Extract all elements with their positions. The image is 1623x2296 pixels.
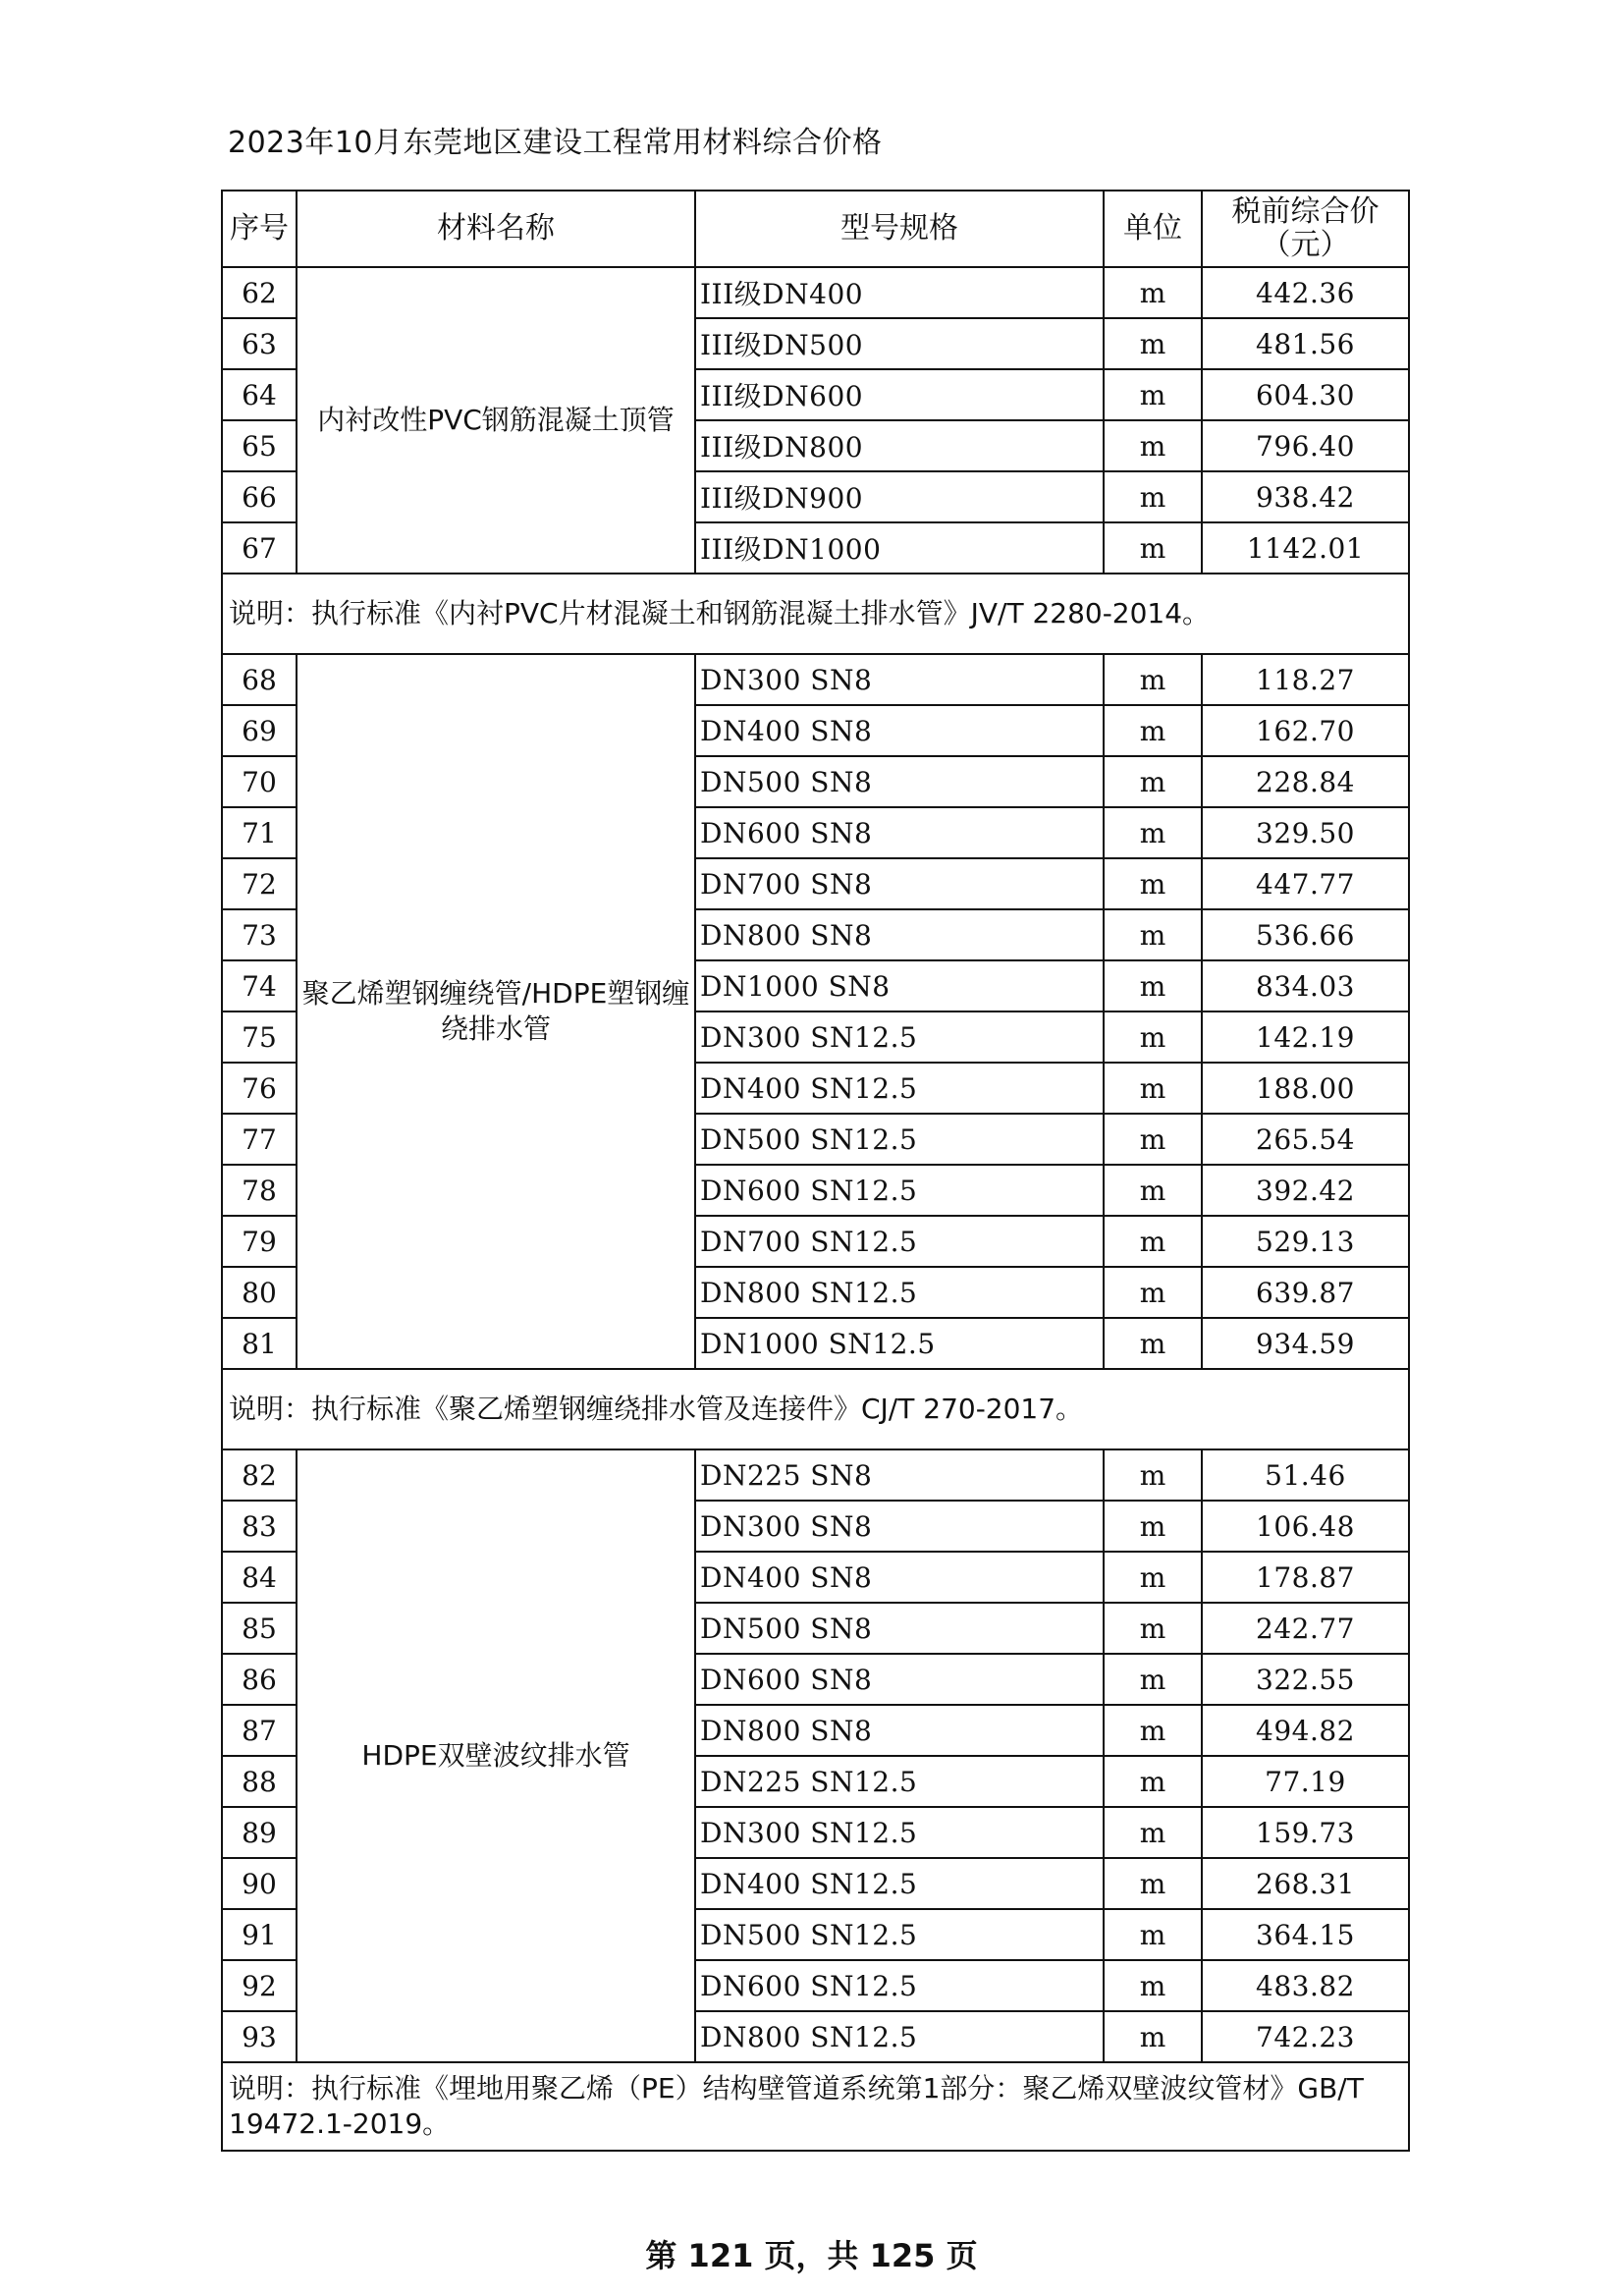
row-spec: DN1000 SN12.5 xyxy=(695,1318,1104,1369)
row-seq: 75 xyxy=(222,1011,297,1063)
row-spec: DN500 SN8 xyxy=(695,756,1104,807)
row-price: 442.36 xyxy=(1202,267,1409,318)
row-spec: DN500 SN12.5 xyxy=(695,1114,1104,1165)
row-price: 447.77 xyxy=(1202,858,1409,909)
row-unit: m xyxy=(1104,1909,1202,1960)
note-text: 说明：执行标准《内衬PVC片材混凝土和钢筋混凝土排水管》JV/T 2280-2014。 xyxy=(222,574,1409,654)
row-seq: 86 xyxy=(222,1654,297,1705)
header-price-line2: （元） xyxy=(1261,228,1350,262)
row-price: 268.31 xyxy=(1202,1858,1409,1909)
row-unit: m xyxy=(1104,267,1202,318)
row-seq: 84 xyxy=(222,1552,297,1603)
row-price: 529.13 xyxy=(1202,1216,1409,1267)
row-seq: 91 xyxy=(222,1909,297,1960)
row-unit: m xyxy=(1104,1807,1202,1858)
document-title: 2023年10月东莞地区建设工程常用材料综合价格 xyxy=(228,126,883,160)
row-seq: 77 xyxy=(222,1114,297,1165)
row-seq: 89 xyxy=(222,1807,297,1858)
row-price: 228.84 xyxy=(1202,756,1409,807)
row-spec: DN700 SN8 xyxy=(695,858,1104,909)
row-seq: 64 xyxy=(222,369,297,420)
row-unit: m xyxy=(1104,1756,1202,1807)
row-seq: 63 xyxy=(222,318,297,369)
page-footer: 第 121 页，共 125 页 xyxy=(645,2237,978,2274)
row-price: 938.42 xyxy=(1202,471,1409,522)
row-seq: 62 xyxy=(222,267,297,318)
row-spec: III级DN600 xyxy=(695,369,1104,420)
row-seq: 83 xyxy=(222,1501,297,1552)
row-unit: m xyxy=(1104,369,1202,420)
row-price: 536.66 xyxy=(1202,909,1409,960)
row-price: 364.15 xyxy=(1202,1909,1409,1960)
row-seq: 70 xyxy=(222,756,297,807)
row-unit: m xyxy=(1104,1705,1202,1756)
row-seq: 79 xyxy=(222,1216,297,1267)
row-unit: m xyxy=(1104,1165,1202,1216)
material-name: 内衬改性PVC钢筋混凝土顶管 xyxy=(297,267,695,574)
row-spec: III级DN800 xyxy=(695,420,1104,471)
row-unit: m xyxy=(1104,705,1202,756)
row-price: 242.77 xyxy=(1202,1603,1409,1654)
row-price: 159.73 xyxy=(1202,1807,1409,1858)
table-row xyxy=(222,267,1409,318)
row-price: 118.27 xyxy=(1202,654,1409,705)
row-spec: DN800 SN8 xyxy=(695,1705,1104,1756)
row-seq: 71 xyxy=(222,807,297,858)
price-table xyxy=(221,190,1410,2152)
row-price: 639.87 xyxy=(1202,1267,1409,1318)
row-price: 178.87 xyxy=(1202,1552,1409,1603)
row-unit: m xyxy=(1104,1216,1202,1267)
row-seq: 78 xyxy=(222,1165,297,1216)
row-unit: m xyxy=(1104,654,1202,705)
row-price: 265.54 xyxy=(1202,1114,1409,1165)
row-unit: m xyxy=(1104,1267,1202,1318)
row-price: 106.48 xyxy=(1202,1501,1409,1552)
header-spec: 型号规格 xyxy=(695,191,1104,267)
row-price: 742.23 xyxy=(1202,2011,1409,2062)
row-seq: 65 xyxy=(222,420,297,471)
table-header-row xyxy=(222,191,1409,267)
table-row xyxy=(222,1449,1409,1501)
material-name: HDPE双壁波纹排水管 xyxy=(297,1449,695,2062)
row-seq: 72 xyxy=(222,858,297,909)
row-seq: 87 xyxy=(222,1705,297,1756)
row-seq: 82 xyxy=(222,1449,297,1501)
row-unit: m xyxy=(1104,1063,1202,1114)
row-spec: DN300 SN8 xyxy=(695,654,1104,705)
row-spec: III级DN500 xyxy=(695,318,1104,369)
row-unit: m xyxy=(1104,807,1202,858)
header-unit: 单位 xyxy=(1104,191,1202,267)
note-text: 说明：执行标准《聚乙烯塑钢缠绕排水管及连接件》CJ/T 270-2017。 xyxy=(222,1369,1409,1449)
row-spec: DN300 SN12.5 xyxy=(695,1807,1104,1858)
row-spec: DN800 SN8 xyxy=(695,909,1104,960)
row-spec: DN700 SN12.5 xyxy=(695,1216,1104,1267)
row-spec: DN225 SN8 xyxy=(695,1449,1104,1501)
row-spec: DN300 SN12.5 xyxy=(695,1011,1104,1063)
row-unit: m xyxy=(1104,1114,1202,1165)
row-seq: 80 xyxy=(222,1267,297,1318)
row-seq: 69 xyxy=(222,705,297,756)
row-spec: III级DN400 xyxy=(695,267,1104,318)
row-seq: 66 xyxy=(222,471,297,522)
row-price: 483.82 xyxy=(1202,1960,1409,2011)
row-price: 51.46 xyxy=(1202,1449,1409,1501)
row-seq: 76 xyxy=(222,1063,297,1114)
row-price: 142.19 xyxy=(1202,1011,1409,1063)
row-spec: III级DN1000 xyxy=(695,522,1104,574)
row-unit: m xyxy=(1104,522,1202,574)
row-price: 162.70 xyxy=(1202,705,1409,756)
row-spec: DN600 SN8 xyxy=(695,807,1104,858)
row-price: 77.19 xyxy=(1202,1756,1409,1807)
row-unit: m xyxy=(1104,420,1202,471)
row-spec: DN400 SN12.5 xyxy=(695,1063,1104,1114)
header-name: 材料名称 xyxy=(297,191,695,267)
row-spec: III级DN900 xyxy=(695,471,1104,522)
row-seq: 67 xyxy=(222,522,297,574)
row-seq: 68 xyxy=(222,654,297,705)
row-unit: m xyxy=(1104,1501,1202,1552)
row-unit: m xyxy=(1104,1960,1202,2011)
row-spec: DN600 SN8 xyxy=(695,1654,1104,1705)
row-price: 796.40 xyxy=(1202,420,1409,471)
row-spec: DN500 SN8 xyxy=(695,1603,1104,1654)
row-spec: DN800 SN12.5 xyxy=(695,1267,1104,1318)
row-unit: m xyxy=(1104,1449,1202,1501)
row-seq: 73 xyxy=(222,909,297,960)
row-spec: DN225 SN12.5 xyxy=(695,1756,1104,1807)
note-row xyxy=(222,574,1409,654)
row-unit: m xyxy=(1104,1552,1202,1603)
row-spec: DN400 SN8 xyxy=(695,705,1104,756)
row-spec: DN400 SN8 xyxy=(695,1552,1104,1603)
row-price: 834.03 xyxy=(1202,960,1409,1011)
row-spec: DN400 SN12.5 xyxy=(695,1858,1104,1909)
row-unit: m xyxy=(1104,1654,1202,1705)
row-unit: m xyxy=(1104,2011,1202,2062)
row-unit: m xyxy=(1104,471,1202,522)
row-price: 1142.01 xyxy=(1202,522,1409,574)
row-price: 188.00 xyxy=(1202,1063,1409,1114)
note-row xyxy=(222,1369,1409,1449)
row-spec: DN600 SN12.5 xyxy=(695,1165,1104,1216)
row-seq: 92 xyxy=(222,1960,297,2011)
row-spec: DN300 SN8 xyxy=(695,1501,1104,1552)
note-text: 说明：执行标准《埋地用聚乙烯（PE）结构壁管道系统第1部分：聚乙烯双壁波纹管材》GB/T 19472.1-2019。 xyxy=(222,2062,1409,2151)
row-unit: m xyxy=(1104,318,1202,369)
row-unit: m xyxy=(1104,1011,1202,1063)
row-seq: 88 xyxy=(222,1756,297,1807)
header-price-line1: 税前综合价 xyxy=(1231,194,1380,229)
row-seq: 85 xyxy=(222,1603,297,1654)
row-unit: m xyxy=(1104,858,1202,909)
row-unit: m xyxy=(1104,1318,1202,1369)
row-spec: DN1000 SN8 xyxy=(695,960,1104,1011)
row-spec: DN600 SN12.5 xyxy=(695,1960,1104,2011)
row-unit: m xyxy=(1104,909,1202,960)
table-row xyxy=(222,654,1409,705)
row-price: 329.50 xyxy=(1202,807,1409,858)
header-price xyxy=(1202,191,1409,267)
row-price: 934.59 xyxy=(1202,1318,1409,1369)
header-seq: 序号 xyxy=(222,191,297,267)
row-unit: m xyxy=(1104,756,1202,807)
row-price: 494.82 xyxy=(1202,1705,1409,1756)
row-unit: m xyxy=(1104,1603,1202,1654)
row-unit: m xyxy=(1104,1858,1202,1909)
table-body xyxy=(222,267,1409,2151)
row-price: 392.42 xyxy=(1202,1165,1409,1216)
row-seq: 93 xyxy=(222,2011,297,2062)
note-row xyxy=(222,2062,1409,2151)
row-unit: m xyxy=(1104,960,1202,1011)
row-seq: 90 xyxy=(222,1858,297,1909)
row-seq: 81 xyxy=(222,1318,297,1369)
row-spec: DN800 SN12.5 xyxy=(695,2011,1104,2062)
row-seq: 74 xyxy=(222,960,297,1011)
row-price: 481.56 xyxy=(1202,318,1409,369)
row-price: 604.30 xyxy=(1202,369,1409,420)
material-name: 聚乙烯塑钢缠绕管/HDPE塑钢缠绕排水管 xyxy=(297,654,695,1369)
row-price: 322.55 xyxy=(1202,1654,1409,1705)
row-spec: DN500 SN12.5 xyxy=(695,1909,1104,1960)
